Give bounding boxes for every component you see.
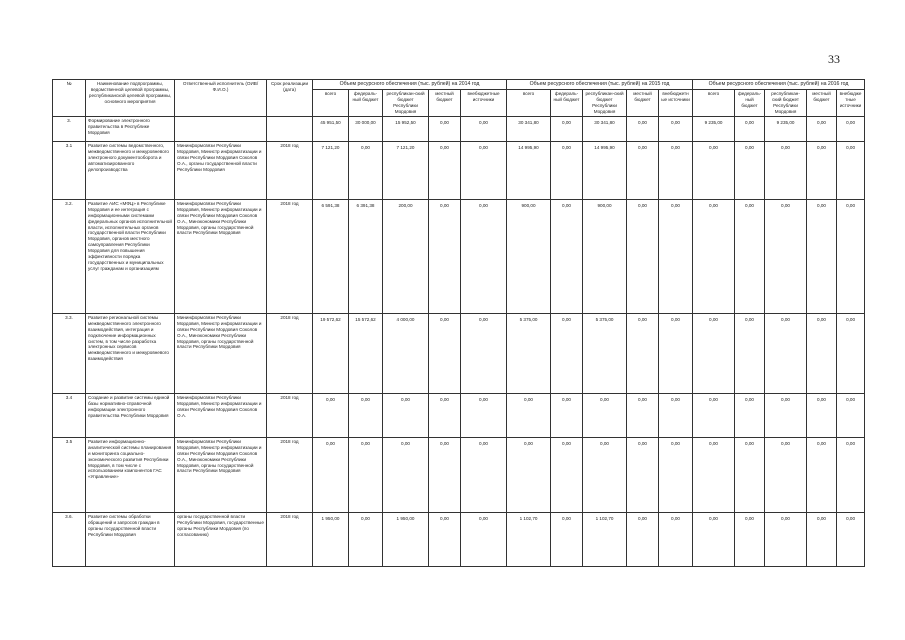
row-executor: органы государственной власти Республики Мордовия, государственные органы Республики Мордовия (по согласованию) bbox=[175, 512, 267, 566]
row-name: Развитие АИС «МФЦ» в Республике Мордовия и ее интеграция с информационными системами федеральных органов исполнительной власти, исполнительных органов государственной власти Республики Мордовия, органов местного самоуправления Республики Мордовия для повышения эффективности порядка государственных и муниципальных услуг гражданам и организациям bbox=[86, 199, 175, 313]
row-value: 1 950,00 bbox=[313, 512, 349, 566]
row-value: 30 341,80 bbox=[507, 116, 551, 141]
row-value: 0,00 bbox=[627, 141, 659, 199]
row-number: 3.4 bbox=[53, 393, 86, 437]
row-value: 0,00 bbox=[837, 141, 865, 199]
row-value: 0,00 bbox=[735, 512, 765, 566]
row-value: 0,00 bbox=[627, 437, 659, 512]
row-value: 900,00 bbox=[507, 199, 551, 313]
row-value: 0,00 bbox=[349, 437, 383, 512]
sub-header-local: местный бюджет bbox=[807, 89, 837, 116]
col-executor-header: Ответственный исполнитель (ОИВ/Ф.И.О.) bbox=[175, 80, 267, 117]
row-value: 0,00 bbox=[507, 393, 551, 437]
row-value: 45 951,50 bbox=[313, 116, 349, 141]
row-value: 0,00 bbox=[765, 141, 807, 199]
table-row bbox=[53, 313, 865, 393]
row-value: 0,00 bbox=[461, 512, 507, 566]
row-value: 19 572,62 bbox=[313, 313, 349, 393]
sub-header-local: местный бюджет bbox=[627, 89, 659, 116]
col-num-header: № bbox=[53, 80, 86, 117]
sub-header-republic: республикан-ский бюджет Республики Мордовия bbox=[583, 89, 627, 116]
row-name: Развитие системы ведомственного, межведомственного и межуровневого электронного документооборота и автоматизированного делопроизводства bbox=[86, 141, 175, 199]
row-executor: Мининформсвязи Республики Мордовия, Министр информатизации и связи Республики Мордовия Соколов О.А., Минэкономики Республики Мордовия, органы государственной власти Республики Мордовия bbox=[175, 199, 267, 313]
table-row bbox=[53, 199, 865, 313]
financing-table bbox=[52, 79, 865, 567]
row-value: 0,00 bbox=[551, 512, 583, 566]
row-term: 2018 год bbox=[267, 512, 313, 566]
row-value: 0,00 bbox=[429, 437, 461, 512]
row-value: 30 000,00 bbox=[349, 116, 383, 141]
row-value: 0,00 bbox=[349, 393, 383, 437]
row-value: 0,00 bbox=[837, 199, 865, 313]
row-value: 4 000,00 bbox=[383, 313, 429, 393]
row-term: 2018 год bbox=[267, 199, 313, 313]
row-value: 200,00 bbox=[383, 199, 429, 313]
row-value: 9 235,00 bbox=[765, 116, 807, 141]
row-value: 30 341,80 bbox=[583, 116, 627, 141]
row-value: 0,00 bbox=[807, 313, 837, 393]
row-value: 6 391,38 bbox=[349, 199, 383, 313]
row-value: 0,00 bbox=[429, 116, 461, 141]
table-row bbox=[53, 141, 865, 199]
row-value: 0,00 bbox=[735, 199, 765, 313]
row-value: 0,00 bbox=[765, 199, 807, 313]
row-name: Развитие региональной системы межведомственного электронного взаимодействия, интеграция и подключение информационных систем, в том числе разработка электронных сервисов межведомственного и межуровневого взаимодействия bbox=[86, 313, 175, 393]
row-value: 0,00 bbox=[627, 116, 659, 141]
row-value: 0,00 bbox=[837, 313, 865, 393]
sub-header-extra: внебюджетные источники bbox=[659, 89, 693, 116]
row-value: 0,00 bbox=[765, 512, 807, 566]
row-value: 0,00 bbox=[461, 199, 507, 313]
row-value: 0,00 bbox=[735, 116, 765, 141]
row-value: 0,00 bbox=[837, 512, 865, 566]
group-header-2014: Объем ресурсного обеспечения (тыс. рублей) на 2014 год bbox=[313, 80, 507, 90]
row-value: 0,00 bbox=[383, 393, 429, 437]
row-value: 0,00 bbox=[693, 512, 735, 566]
row-value: 0,00 bbox=[837, 437, 865, 512]
row-value: 0,00 bbox=[693, 141, 735, 199]
row-value: 0,00 bbox=[807, 199, 837, 313]
row-value: 0,00 bbox=[807, 393, 837, 437]
row-term: 2018 год bbox=[267, 393, 313, 437]
row-value: 5 375,00 bbox=[583, 313, 627, 393]
row-value: 0,00 bbox=[659, 199, 693, 313]
row-value: 0,00 bbox=[837, 116, 865, 141]
row-value: 0,00 bbox=[583, 437, 627, 512]
row-value: 1 102,70 bbox=[583, 512, 627, 566]
row-value: 7 121,20 bbox=[313, 141, 349, 199]
row-value: 0,00 bbox=[429, 393, 461, 437]
row-value: 6 591,38 bbox=[313, 199, 349, 313]
row-value: 14 995,90 bbox=[583, 141, 627, 199]
row-value: 0,00 bbox=[551, 437, 583, 512]
row-value: 7 121,20 bbox=[383, 141, 429, 199]
sub-header-extra: внебюджетные источники bbox=[461, 89, 507, 116]
sub-header-federal: федераль-ный бюджет bbox=[349, 89, 383, 116]
row-value: 0,00 bbox=[765, 313, 807, 393]
row-name: Создание и развитие системы единой базы нормативно-справочной информации электронного правительства Республики Мордовия bbox=[86, 393, 175, 437]
row-value: 0,00 bbox=[659, 313, 693, 393]
row-value: 14 995,90 bbox=[507, 141, 551, 199]
row-executor: Мининформсвязи Республики Мордовия, Министр информатизации и связи Республики Мордовия Соколов О.А. bbox=[175, 393, 267, 437]
row-value: 0,00 bbox=[807, 437, 837, 512]
table-row bbox=[53, 512, 865, 566]
row-value: 0,00 bbox=[551, 141, 583, 199]
row-executor: Мининформсвязи Республики Мордовия, Министр информатизации и связи Республики Мордовия Соколов О.А., Минэкономики Республики Мордовия, органы государственной власти Республики Мордовия bbox=[175, 313, 267, 393]
sub-header-local: местный бюджет bbox=[429, 89, 461, 116]
row-value: 0,00 bbox=[735, 393, 765, 437]
row-value: 0,00 bbox=[313, 393, 349, 437]
sub-header-republic: республикан-ский бюджет Республики Мордовия bbox=[765, 89, 807, 116]
page-number: 33 bbox=[828, 52, 840, 66]
row-value: 1 102,70 bbox=[507, 512, 551, 566]
row-value: 0,00 bbox=[693, 393, 735, 437]
row-value: 0,00 bbox=[807, 141, 837, 199]
row-value: 0,00 bbox=[349, 512, 383, 566]
sub-header-republic: республикан-ский бюджет Республики Мордовия bbox=[383, 89, 429, 116]
row-number: 3.5 bbox=[53, 437, 86, 512]
row-value: 0,00 bbox=[693, 437, 735, 512]
row-value: 0,00 bbox=[627, 512, 659, 566]
row-value: 0,00 bbox=[461, 116, 507, 141]
row-value: 0,00 bbox=[507, 437, 551, 512]
row-value: 0,00 bbox=[551, 313, 583, 393]
row-value: 0,00 bbox=[313, 437, 349, 512]
row-term: 2018 год bbox=[267, 141, 313, 199]
table-row bbox=[53, 116, 865, 141]
row-value: 0,00 bbox=[659, 141, 693, 199]
row-name: Формирование электронного правительства в Республике Мордовия bbox=[86, 116, 175, 141]
row-term bbox=[267, 116, 313, 141]
row-executor: Мининформсвязи Республики Мордовия, Министр информатизации и связи Республики Мордовия Соколов О.А., Минэкономики Республики Мордовия, органы государственной власти Республики Мордовия bbox=[175, 437, 267, 512]
row-value: 0,00 bbox=[383, 437, 429, 512]
row-value: 1 950,00 bbox=[383, 512, 429, 566]
row-value: 0,00 bbox=[659, 512, 693, 566]
row-number: 3.2. bbox=[53, 199, 86, 313]
row-value: 0,00 bbox=[551, 199, 583, 313]
row-value: 0,00 bbox=[659, 116, 693, 141]
row-name: Развитие информационно-аналитической системы планирования и мониторинга социально-экономического развития Республики Мордовия, в том числе с использованием компонентов ГАС «Управление» bbox=[86, 437, 175, 512]
row-value: 0,00 bbox=[659, 437, 693, 512]
row-value: 0,00 bbox=[461, 141, 507, 199]
row-value: 0,00 bbox=[837, 393, 865, 437]
row-number: 3.6. bbox=[53, 512, 86, 566]
row-value: 0,00 bbox=[627, 199, 659, 313]
row-name: Развитие системы обработки обращений и запросов граждан в органы государственной власти Республики Мордовия bbox=[86, 512, 175, 566]
col-name-header: Наименование подпрограммы, ведомственной целевой программы, республиканской целевой программы, основного мероприятия bbox=[86, 80, 175, 117]
row-number: 3. bbox=[53, 116, 86, 141]
row-value: 0,00 bbox=[807, 512, 837, 566]
sub-header-total: всего bbox=[693, 89, 735, 116]
sub-header-extra: внебюджетные источники bbox=[837, 89, 865, 116]
row-number: 3.3. bbox=[53, 313, 86, 393]
row-executor bbox=[175, 116, 267, 141]
row-value: 0,00 bbox=[693, 199, 735, 313]
row-value: 0,00 bbox=[349, 141, 383, 199]
sub-header-total: всего bbox=[313, 89, 349, 116]
row-value: 0,00 bbox=[735, 313, 765, 393]
row-value: 0,00 bbox=[627, 393, 659, 437]
row-value: 0,00 bbox=[627, 313, 659, 393]
row-value: 0,00 bbox=[693, 313, 735, 393]
row-value: 900,00 bbox=[583, 199, 627, 313]
row-value: 0,00 bbox=[807, 116, 837, 141]
sub-header-total: всего bbox=[507, 89, 551, 116]
row-term: 2018 год bbox=[267, 313, 313, 393]
row-value: 0,00 bbox=[765, 437, 807, 512]
row-value: 0,00 bbox=[551, 116, 583, 141]
row-value: 9 235,00 bbox=[693, 116, 735, 141]
row-value: 0,00 bbox=[659, 393, 693, 437]
row-number: 3.1 bbox=[53, 141, 86, 199]
header-row-top bbox=[53, 80, 865, 90]
row-value: 15 952,50 bbox=[383, 116, 429, 141]
row-value: 0,00 bbox=[461, 313, 507, 393]
sub-header-federal: федераль-ный бюджет bbox=[551, 89, 583, 116]
table-row bbox=[53, 393, 865, 437]
row-executor: Мининформсвязи Республики Мордовия, Министр информатизации и связи Республики Мордовия Соколов О.А., органы государственной власти Республики Мордовия bbox=[175, 141, 267, 199]
row-value: 0,00 bbox=[583, 393, 627, 437]
group-header-2015: Объем ресурсного обеспечения (тыс. рублей) на 2015 год bbox=[507, 80, 693, 90]
row-value: 0,00 bbox=[765, 393, 807, 437]
row-value: 0,00 bbox=[735, 437, 765, 512]
row-value: 0,00 bbox=[429, 199, 461, 313]
row-value: 5 375,00 bbox=[507, 313, 551, 393]
row-value: 0,00 bbox=[461, 393, 507, 437]
row-value: 0,00 bbox=[735, 141, 765, 199]
row-value: 0,00 bbox=[429, 512, 461, 566]
row-value: 15 572,62 bbox=[349, 313, 383, 393]
row-value: 0,00 bbox=[429, 313, 461, 393]
row-value: 0,00 bbox=[461, 437, 507, 512]
sub-header-federal: федераль-ный бюджет bbox=[735, 89, 765, 116]
row-value: 0,00 bbox=[551, 393, 583, 437]
row-term: 2018 год bbox=[267, 437, 313, 512]
row-value: 0,00 bbox=[429, 141, 461, 199]
group-header-2016: Объем ресурсного обеспечения (тыс. рублей) на 2016 год bbox=[693, 80, 865, 90]
table-row bbox=[53, 437, 865, 512]
col-term-header: Срок реализации (дата) bbox=[267, 80, 313, 117]
